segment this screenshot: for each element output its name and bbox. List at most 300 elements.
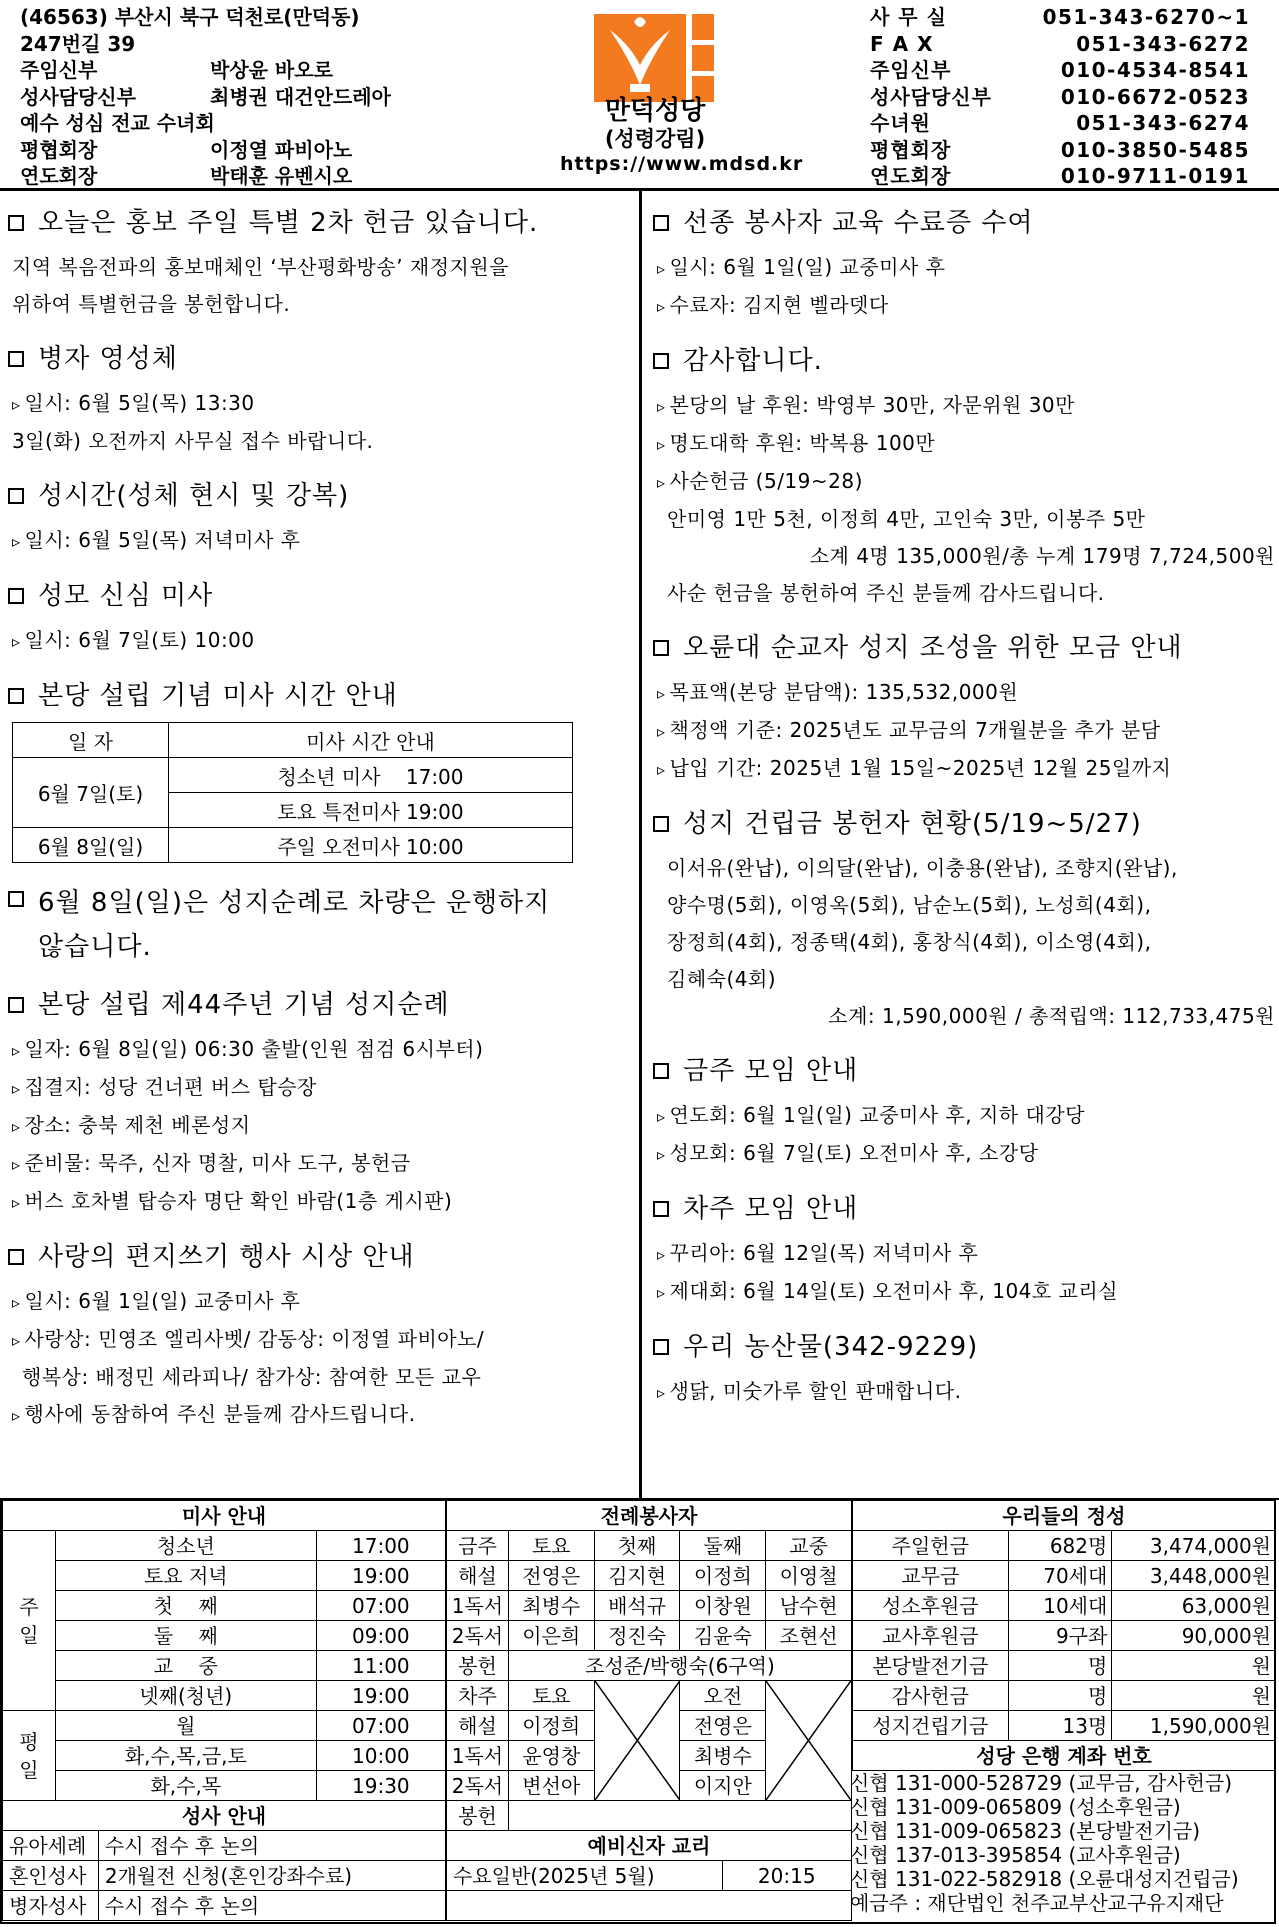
header-row bbox=[20, 31, 391, 58]
notice-title bbox=[645, 1053, 1279, 1089]
mass-time: 11:00 bbox=[316, 1651, 445, 1681]
liturgy-row bbox=[447, 1621, 852, 1651]
offering-title: 우리들의 정성 bbox=[853, 1501, 1276, 1531]
notice-title-line: 않습니다. bbox=[38, 932, 152, 962]
phone-number: 010-3850-5485 bbox=[1060, 137, 1250, 162]
mass-row bbox=[3, 1711, 446, 1741]
notice-line: 행복상: 배정민 세라피나/ 참가상: 참여한 모든 교우 bbox=[22, 1365, 482, 1389]
liturgy-server: 김윤숙 bbox=[680, 1621, 766, 1651]
mass-time: 10:00 bbox=[316, 1741, 445, 1771]
notice-title-line: 본당 설립 제44주년 기념 성지순례 bbox=[38, 990, 450, 1020]
header-row bbox=[20, 84, 391, 111]
notice-title-text bbox=[38, 478, 349, 514]
bank-account-line: 신협 131-009-065823 (본당발전기금) bbox=[850, 1819, 1201, 1843]
header-label: 성사담당신부 bbox=[870, 84, 992, 109]
liturgy-server: 최병수 bbox=[680, 1741, 766, 1771]
notice-section bbox=[0, 205, 635, 323]
liturgy-server: 조현선 bbox=[766, 1621, 852, 1651]
offering-type: 감사헌금 bbox=[853, 1681, 1009, 1711]
header-row bbox=[20, 4, 391, 31]
offering-row bbox=[853, 1621, 1276, 1651]
liturgy-server: 전영은 bbox=[680, 1711, 766, 1741]
notice-line: ▹ 책정액 기준: 2025년도 교무금의 7개월분을 추가 분담 bbox=[645, 712, 1279, 750]
notice-line: ▹ 장소: 충북 제천 베론성지 bbox=[0, 1107, 635, 1145]
notice-title-text bbox=[38, 881, 550, 969]
mass-row bbox=[3, 1681, 446, 1711]
schedule-head-time: 미사 시간 안내 bbox=[169, 723, 573, 758]
mass-name: 월 bbox=[55, 1711, 316, 1741]
phone-number: 010-4534-8541 bbox=[1060, 58, 1250, 82]
mass-name: 둘 째 bbox=[55, 1621, 316, 1651]
notice-line: 장정희(4회), 정종택(4회), 홍창식(4회), 이소영(4회), bbox=[667, 930, 1152, 954]
header-row bbox=[20, 163, 391, 190]
header-label: (46563) 부산시 북구 덕천로(만덕동) bbox=[20, 5, 360, 29]
header-label: 연도회장 bbox=[20, 164, 98, 188]
offering-type: 본당발전기금 bbox=[853, 1651, 1009, 1681]
notice-line: 지역 복음전파의 홍보매체인 ‘부산평화방송’ 재정지원을 bbox=[12, 255, 510, 279]
liturgy-server: 전영은 bbox=[508, 1561, 594, 1591]
phone-number: 010-6672-0523 bbox=[1060, 84, 1250, 109]
mass-name: 토요 저녁 bbox=[55, 1561, 316, 1591]
crossed-cell bbox=[766, 1681, 852, 1801]
notice-title-text bbox=[683, 630, 1183, 666]
header-label: 주임신부 bbox=[20, 58, 98, 82]
bank-account-line: 신협 131-009-065809 (성소후원금) bbox=[850, 1795, 1181, 1819]
liturgy-server: 정진숙 bbox=[594, 1621, 680, 1651]
header-row bbox=[20, 137, 391, 164]
offering-count: 10세대 bbox=[1008, 1591, 1112, 1621]
notice-line: ▹ 납입 기간: 2025년 1월 15일~2025년 12월 25일까지 bbox=[645, 750, 1279, 788]
notice-title-line: 6월 8일(일)은 성지순례로 차량은 운행하지 bbox=[38, 888, 551, 918]
liturgy-role: 봉헌 bbox=[447, 1801, 509, 1831]
mass-name: 넷째(청년) bbox=[55, 1681, 316, 1711]
liturgy-role: 해설 bbox=[447, 1711, 509, 1741]
liturgy-title: 전례봉사자 bbox=[447, 1501, 852, 1531]
notice-line: ▹ 일시: 6월 1일(일) 교중미사 후 bbox=[0, 1283, 635, 1321]
schedule-date: 6월 7일(토) bbox=[13, 758, 169, 828]
sacrament-table bbox=[2, 1800, 446, 1921]
checkbox-bullet-icon bbox=[8, 688, 24, 704]
notice-line: 사순 헌금을 봉헌하여 주신 분들께 감사드립니다. bbox=[667, 581, 1105, 605]
notice-section bbox=[0, 341, 635, 460]
notice-line: ▹ 일시: 6월 5일(목) 13:30 bbox=[0, 385, 635, 423]
notice-line: ▹ 준비물: 묵주, 신자 명찰, 미사 도구, 봉헌금 bbox=[0, 1145, 635, 1183]
notice-title bbox=[645, 1191, 1279, 1227]
mass-row bbox=[3, 1651, 446, 1681]
church-url-link[interactable]: https://www.mdsd.kr bbox=[560, 153, 804, 175]
notice-title-line: 사랑의 편지쓰기 행사 시상 안내 bbox=[38, 1242, 415, 1272]
notice-line: ▹ 명도대학 후원: 박복용 100만 bbox=[645, 425, 1279, 463]
notice-line: ▹ 수료자: 김지현 벨라뎃다 bbox=[645, 287, 1279, 325]
notice-line: ▹ 행사에 동참하여 주신 분들께 감사드립니다. bbox=[0, 1396, 635, 1434]
liturgy-col-head: 토요 bbox=[508, 1681, 594, 1711]
header-value: 이정열 파비아노 bbox=[210, 137, 353, 162]
header-label: 평협회장 bbox=[870, 137, 952, 162]
schedule-head-date: 일 자 bbox=[13, 723, 169, 758]
mass-time: 07:00 bbox=[316, 1591, 445, 1621]
notice-line: ▹ 제대회: 6월 14일(토) 오전미사 후, 104호 교리실 bbox=[645, 1273, 1279, 1311]
notice-line: 양수명(5회), 이영옥(5회), 남순노(5회), 노성희(4회), bbox=[667, 893, 1152, 917]
schedule-time: 토요 특전미사 19:00 bbox=[169, 793, 573, 828]
notice-title bbox=[0, 881, 635, 969]
crossed-cell bbox=[594, 1681, 680, 1801]
bank-accounts bbox=[850, 1771, 1239, 1915]
notice-section bbox=[645, 1329, 1279, 1411]
header-label: 평협회장 bbox=[20, 137, 98, 162]
sacrament-name: 혼인성사 bbox=[3, 1861, 99, 1891]
header-row bbox=[870, 163, 1250, 190]
liturgy-offer-row bbox=[447, 1651, 852, 1681]
notice-title-text bbox=[683, 806, 1142, 842]
notice-title-line: 선종 봉사자 교육 수료증 수여 bbox=[683, 208, 1034, 238]
schedule-time: 주일 오전미사 10:00 bbox=[169, 828, 573, 863]
liturgy-offer-row bbox=[447, 1801, 852, 1831]
notice-title bbox=[0, 987, 635, 1023]
liturgy-server: 윤영창 bbox=[508, 1741, 594, 1771]
schedule-date: 6월 8일(일) bbox=[13, 828, 169, 863]
liturgy-col-head: 토요 bbox=[508, 1531, 594, 1561]
offering-type: 성소후원금 bbox=[853, 1591, 1009, 1621]
liturgy-col-head: 오전 bbox=[680, 1681, 766, 1711]
notice-line: 김혜숙(4회) bbox=[667, 967, 777, 991]
catechism-table bbox=[446, 1830, 852, 1921]
notice-section bbox=[645, 630, 1279, 788]
mass-name: 첫 째 bbox=[55, 1591, 316, 1621]
bank-account-line: 예금주 : 재단법인 천주교부산교구유지재단 bbox=[850, 1891, 1224, 1915]
notice-line: ▹ 생닭, 미숫가루 할인 판매합니다. bbox=[645, 1373, 1279, 1411]
liturgy-role: 1독서 bbox=[447, 1591, 509, 1621]
mass-row bbox=[3, 1531, 446, 1561]
offering-type: 성지건립기금 bbox=[853, 1711, 1009, 1741]
header-label: 주임신부 bbox=[870, 58, 952, 82]
mass-guide-table bbox=[2, 1500, 446, 1801]
offering-row bbox=[853, 1711, 1276, 1741]
offering-amount: 63,000원 bbox=[1112, 1591, 1276, 1621]
mass-time: 19:00 bbox=[316, 1681, 445, 1711]
header-label: 247번길 39 bbox=[20, 31, 136, 56]
church-title bbox=[560, 96, 804, 176]
header-label: F A X bbox=[870, 31, 934, 56]
liturgy-server: 최병수 bbox=[508, 1591, 594, 1621]
liturgy-offer-value: 조성준/박행숙(6구역) bbox=[508, 1651, 851, 1681]
header-row bbox=[870, 137, 1250, 164]
offering-row bbox=[853, 1651, 1276, 1681]
liturgy-role: 2독서 bbox=[447, 1771, 509, 1801]
notice-title-line: 금주 모임 안내 bbox=[683, 1056, 859, 1086]
liturgy-col-head: 교중 bbox=[766, 1531, 852, 1561]
phone-number: 051-343-6272 bbox=[1076, 31, 1250, 56]
catechism-blank bbox=[447, 1891, 852, 1921]
offering-count: 13명 bbox=[1008, 1711, 1112, 1741]
notice-line: ▹ 일시: 6월 1일(일) 교중미사 후 bbox=[645, 249, 1279, 287]
checkbox-bullet-icon bbox=[8, 488, 24, 504]
notice-line: ▹ 목표액(본당 분담액): 135,532,000원 bbox=[645, 674, 1279, 712]
mass-time: 19:00 bbox=[316, 1561, 445, 1591]
header-label: 예수 성심 전교 수녀회 bbox=[20, 111, 215, 135]
mass-name: 청소년 bbox=[55, 1531, 316, 1561]
header-row bbox=[20, 110, 391, 137]
header-value: 최병권 대건안드레아 bbox=[210, 84, 391, 109]
offering-count: 9구좌 bbox=[1008, 1621, 1112, 1651]
notice-line: ▹ 꾸리아: 6월 12일(목) 저녁미사 후 bbox=[645, 1235, 1279, 1273]
bank-account-line: 신협 131-000-528729 (교무금, 감사헌금) bbox=[850, 1771, 1233, 1795]
notice-title-line: 우리 농산물(342-9229) bbox=[683, 1332, 979, 1362]
mass-guide-title: 미사 안내 bbox=[3, 1501, 446, 1531]
offering-count: 명 bbox=[1008, 1651, 1112, 1681]
notice-section bbox=[0, 678, 635, 714]
header-row bbox=[870, 110, 1250, 137]
notice-line: ▹ 사순헌금 (5/19~28) bbox=[645, 463, 1279, 501]
notice-line: ▹ 버스 호차별 탑승자 명단 확인 바람(1층 게시판) bbox=[0, 1183, 635, 1221]
offering-count: 682명 bbox=[1008, 1531, 1112, 1561]
notice-title-line: 오륜대 순교자 성지 조성을 위한 모금 안내 bbox=[683, 633, 1183, 663]
checkbox-bullet-icon bbox=[8, 1249, 24, 1265]
liturgy-server: 이은희 bbox=[508, 1621, 594, 1651]
sacrament-desc: 수시 접수 후 논의 bbox=[98, 1831, 445, 1861]
header-label: 성사담당신부 bbox=[20, 84, 136, 109]
header-label: 사 무 실 bbox=[870, 5, 947, 29]
notice-line: 안미영 1만 5천, 이정희 4만, 고인숙 3만, 이봉주 5만 bbox=[667, 507, 1146, 531]
notice-section bbox=[645, 343, 1279, 612]
offering-row bbox=[853, 1681, 1276, 1711]
mass-row bbox=[3, 1771, 446, 1801]
header-label: 연도회장 bbox=[870, 164, 952, 188]
liturgy-col-head: 둘째 bbox=[680, 1531, 766, 1561]
liturgy-col-head: 금주 bbox=[447, 1531, 509, 1561]
liturgy-row bbox=[447, 1591, 852, 1621]
notice-section bbox=[0, 478, 635, 560]
liturgy-servers-table bbox=[446, 1500, 852, 1831]
notice-title-text bbox=[683, 205, 1033, 241]
notice-title-line: 성지 건립금 봉헌자 현황(5/19~5/27) bbox=[683, 809, 1142, 839]
church-name: 만덕성당 bbox=[604, 96, 706, 126]
checkbox-bullet-icon bbox=[8, 588, 24, 604]
sacrament-row bbox=[3, 1831, 446, 1861]
liturgy-offer-value bbox=[508, 1801, 851, 1831]
checkbox-bullet-icon bbox=[653, 816, 669, 832]
liturgy-role: 차주 bbox=[447, 1681, 509, 1711]
header-left-info bbox=[20, 4, 391, 190]
anniversary-mass-schedule-table bbox=[12, 722, 573, 863]
liturgy-server: 이창원 bbox=[680, 1591, 766, 1621]
liturgy-server: 배석규 bbox=[594, 1591, 680, 1621]
offering-type: 교사후원금 bbox=[853, 1621, 1009, 1651]
notice-title-line: 성모 신심 미사 bbox=[38, 581, 214, 611]
mass-name: 화,수,목,금,토 bbox=[55, 1741, 316, 1771]
liturgy-row bbox=[447, 1561, 852, 1591]
notice-title-line: 병자 영성체 bbox=[38, 344, 178, 374]
header-row bbox=[20, 57, 391, 84]
notice-title-line: 오늘은 홍보 주일 특별 2차 헌금 있습니다. bbox=[38, 208, 539, 238]
header-row bbox=[870, 31, 1250, 58]
notice-title bbox=[0, 341, 635, 377]
notice-line: 3일(화) 오전까지 사무실 접수 바랍니다. bbox=[12, 429, 374, 453]
notice-title-text bbox=[683, 1329, 978, 1365]
offering-table bbox=[852, 1500, 1276, 1771]
checkbox-bullet-icon bbox=[653, 1339, 669, 1355]
notice-line: ▹ 성모회: 6월 7일(토) 오전미사 후, 소강당 bbox=[645, 1135, 1279, 1173]
phone-number: 010-9711-0191 bbox=[1060, 164, 1250, 188]
notice-line: 이서유(완납), 이의달(완납), 이충용(완납), 조향지(완납), bbox=[667, 856, 1178, 880]
left-column bbox=[0, 205, 635, 1452]
notice-section bbox=[645, 806, 1279, 1035]
header-right-contacts bbox=[870, 4, 1250, 190]
mass-time: 19:30 bbox=[316, 1771, 445, 1801]
header-label: 수녀원 bbox=[870, 111, 931, 135]
notice-title-text bbox=[683, 1191, 858, 1227]
sacrament-row bbox=[3, 1861, 446, 1891]
phone-number: 051-343-6270~1 bbox=[1042, 5, 1250, 29]
notice-title-text bbox=[38, 341, 178, 377]
notice-title-text bbox=[38, 578, 213, 614]
offering-row bbox=[853, 1561, 1276, 1591]
notice-section bbox=[0, 881, 635, 969]
offering-row bbox=[853, 1531, 1276, 1561]
checkbox-bullet-icon bbox=[653, 640, 669, 656]
notice-title-line: 감사합니다. bbox=[683, 346, 823, 376]
catechism-class: 수요일반(2025년 5월) bbox=[447, 1861, 723, 1891]
offering-amount: 3,448,000원 bbox=[1112, 1561, 1276, 1591]
sacrament-row bbox=[3, 1891, 446, 1921]
bank-account-line: 신협 137-013-395854 (교사후원금) bbox=[850, 1843, 1181, 1867]
bank-title: 성당 은행 계좌 번호 bbox=[853, 1741, 1276, 1771]
notice-title bbox=[645, 806, 1279, 842]
checkbox-bullet-icon bbox=[653, 215, 669, 231]
header-value: 박상윤 바오로 bbox=[210, 58, 333, 82]
liturgy-next-head bbox=[447, 1681, 852, 1711]
notice-title-text bbox=[38, 987, 450, 1023]
liturgy-role: 봉헌 bbox=[447, 1651, 509, 1681]
notice-title-text bbox=[683, 343, 823, 379]
header-row bbox=[870, 57, 1250, 84]
header-row bbox=[870, 4, 1250, 31]
checkbox-bullet-icon bbox=[653, 353, 669, 369]
sacrament-name: 유아세례 bbox=[3, 1831, 99, 1861]
notice-line: ▹ 본당의 날 후원: 박영부 30만, 자문위원 30만 bbox=[645, 387, 1279, 425]
liturgy-server: 변선아 bbox=[508, 1771, 594, 1801]
catechism-time: 20:15 bbox=[722, 1861, 852, 1891]
notice-title-line: 차주 모임 안내 bbox=[683, 1194, 859, 1224]
mass-time: 17:00 bbox=[316, 1531, 445, 1561]
notice-line: ▹ 연도회: 6월 1일(일) 교중미사 후, 지하 대강당 bbox=[645, 1097, 1279, 1135]
notice-section bbox=[0, 987, 635, 1221]
notice-line: ▹ 일시: 6월 7일(토) 10:00 bbox=[0, 622, 635, 660]
liturgy-head-row bbox=[447, 1531, 852, 1561]
liturgy-role: 해설 bbox=[447, 1561, 509, 1591]
liturgy-role: 1독서 bbox=[447, 1741, 509, 1771]
mass-name: 교 중 bbox=[55, 1651, 316, 1681]
checkbox-bullet-icon bbox=[653, 1201, 669, 1217]
notice-line: ▹ 일자: 6월 8일(일) 06:30 출발(인원 점검 6시부터) bbox=[0, 1031, 635, 1069]
offering-amount: 원 bbox=[1112, 1681, 1276, 1711]
mass-time: 07:00 bbox=[316, 1711, 445, 1741]
notice-line: ▹ 집결지: 성당 건너편 버스 탑승장 bbox=[0, 1069, 635, 1107]
notice-title-line: 성시간(성체 현시 및 강복) bbox=[38, 481, 350, 511]
notice-title bbox=[0, 205, 635, 241]
notice-title-text bbox=[38, 205, 538, 241]
phone-number: 051-343-6274 bbox=[1076, 111, 1250, 135]
notice-title bbox=[0, 578, 635, 614]
notice-title bbox=[0, 1239, 635, 1275]
notice-title-text bbox=[38, 678, 398, 714]
liturgy-server: 이영철 bbox=[766, 1561, 852, 1591]
liturgy-server: 이정희 bbox=[680, 1561, 766, 1591]
checkbox-bullet-icon bbox=[8, 997, 24, 1013]
offering-type: 교무금 bbox=[853, 1561, 1009, 1591]
liturgy-server: 김지현 bbox=[594, 1561, 680, 1591]
sacrament-title: 성사 안내 bbox=[3, 1801, 446, 1831]
liturgy-col-head: 첫째 bbox=[594, 1531, 680, 1561]
checkbox-bullet-icon bbox=[8, 215, 24, 231]
church-logo bbox=[590, 10, 720, 110]
checkbox-bullet-icon bbox=[8, 891, 24, 907]
liturgy-server: 이정희 bbox=[508, 1711, 594, 1741]
church-subtitle: (성령강림) bbox=[604, 127, 706, 151]
notice-section bbox=[645, 205, 1279, 325]
notice-title bbox=[0, 678, 635, 714]
notice-line: 위하여 특별헌금을 봉헌합니다. bbox=[12, 292, 291, 316]
notice-line: ▹ 사랑상: 민영조 엘리사벳/ 감동상: 이정열 파비아노/ bbox=[0, 1321, 635, 1359]
checkbox-bullet-icon bbox=[8, 351, 24, 367]
mass-name: 화,수,목 bbox=[55, 1771, 316, 1801]
mass-row bbox=[3, 1591, 446, 1621]
header-row bbox=[870, 84, 1250, 111]
offering-type: 주일헌금 bbox=[853, 1531, 1009, 1561]
mass-time: 09:00 bbox=[316, 1621, 445, 1651]
checkbox-bullet-icon bbox=[653, 1063, 669, 1079]
column-divider bbox=[639, 188, 642, 1500]
offering-amount: 원 bbox=[1112, 1651, 1276, 1681]
notice-title bbox=[645, 630, 1279, 666]
mass-row bbox=[3, 1561, 446, 1591]
liturgy-role: 2독서 bbox=[447, 1621, 509, 1651]
bank-account-line: 신협 131-022-582918 (오륜대성지건립금) bbox=[850, 1867, 1239, 1891]
header-value: 박태훈 유벤시오 bbox=[210, 164, 353, 188]
notice-title-line: 본당 설립 기념 미사 시간 안내 bbox=[38, 681, 398, 711]
offering-amount: 1,590,000원 bbox=[1112, 1711, 1276, 1741]
offering-count: 70세대 bbox=[1008, 1561, 1112, 1591]
mass-row bbox=[3, 1741, 446, 1771]
offering-amount: 3,474,000원 bbox=[1112, 1531, 1276, 1561]
sacrament-desc: 2개월전 신청(혼인강좌수료) bbox=[98, 1861, 445, 1891]
notice-line: 소계 4명 135,000원/총 누계 179명 7,724,500원 bbox=[809, 544, 1275, 568]
weekday-label: 평일 bbox=[3, 1711, 56, 1801]
notice-title-text bbox=[38, 1239, 415, 1275]
offering-amount: 90,000원 bbox=[1112, 1621, 1276, 1651]
schedule-time: 청소년 미사 17:00 bbox=[169, 758, 573, 793]
notice-section bbox=[0, 578, 635, 660]
catechism-title: 예비신자 교리 bbox=[447, 1831, 852, 1861]
notice-section bbox=[0, 1239, 635, 1434]
sacrament-desc: 수시 접수 후 논의 bbox=[98, 1891, 445, 1921]
offering-count: 명 bbox=[1008, 1681, 1112, 1711]
liturgy-server: 이지안 bbox=[680, 1771, 766, 1801]
notice-section bbox=[645, 1053, 1279, 1173]
sacrament-name: 병자성사 bbox=[3, 1891, 99, 1921]
notice-title bbox=[0, 478, 635, 514]
notice-title-text bbox=[683, 1053, 858, 1089]
liturgy-server: 남수현 bbox=[766, 1591, 852, 1621]
notice-section bbox=[645, 1191, 1279, 1311]
offering-row bbox=[853, 1591, 1276, 1621]
notice-line: ▹ 일시: 6월 5일(목) 저녁미사 후 bbox=[0, 522, 635, 560]
notice-title bbox=[645, 1329, 1279, 1365]
right-column bbox=[645, 205, 1279, 1429]
notice-title bbox=[645, 205, 1279, 241]
notice-line: 소계: 1,590,000원 / 총적립액: 112,733,475원 bbox=[828, 1004, 1275, 1028]
sunday-label: 주일 bbox=[3, 1531, 56, 1711]
mass-row bbox=[3, 1621, 446, 1651]
